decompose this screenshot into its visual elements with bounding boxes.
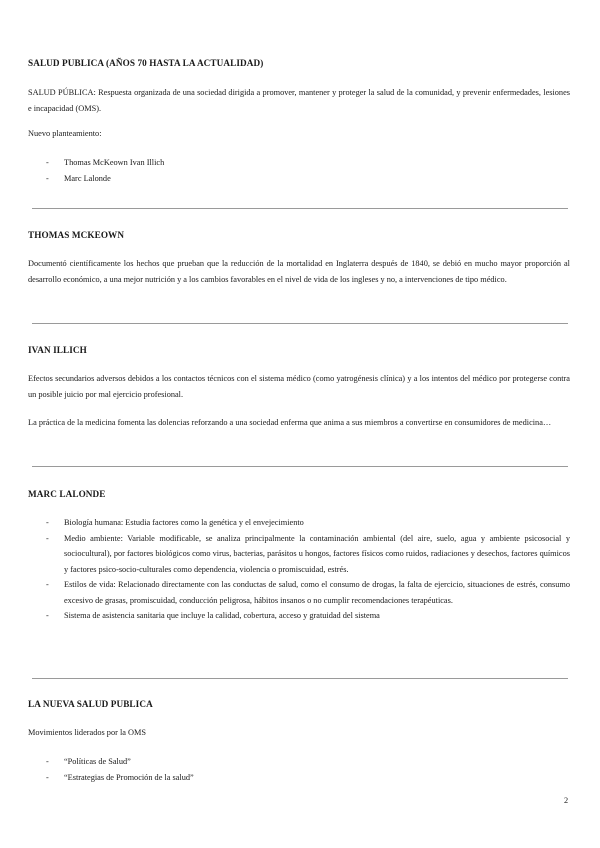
mckeown-paragraph: Documentó científicamente los hechos que prueban que la reducción de la mortalidad en Inglaterra después de 1840, se debió en mucho mayor proporción al desarrollo económico, a una mejor nutrición y a los cambios favorables en el nivel de vida de los ingleses y no, a intervenciones de tipo médico.	[28, 259, 570, 284]
illich-block-2	[28, 415, 570, 431]
definition-block	[28, 85, 570, 117]
divider	[32, 678, 568, 679]
list-item-text: Estilos de vida: Relacionado directamente con las conductas de salud, como el consumo de drogas, la falta de ejercicio, situaciones de estrés, consumo excesivo de grasas, promiscuidad, conducción peligrosa, hábitos insanos o no cumplir recomendaciones terapéuticas.	[64, 580, 570, 605]
list-item: - Biología humana: Estudia factores como la genética y el envejecimiento	[46, 518, 304, 527]
list-item-text: Marc Lalonde	[64, 173, 111, 183]
mckeown-block	[28, 256, 570, 288]
lalonde-list	[28, 515, 570, 624]
section-mckeown	[28, 230, 570, 240]
section-heading: SALUD PUBLICA (AÑOS 70 HASTA LA ACTUALIDAD)	[28, 58, 264, 68]
list-item: - Medio ambiente: Variable modificable, se analiza principalmente la contaminación ambiental (del aire, suelo, agua y ambiente psicosocial y sociocultural), por factores biológicos como virus, bacterias, parásitos u hongos, factores físicos como ruidos, radiaciones y desechos, factores químicos y factores psico-socio-culturales como dependencia, violencia o promiscuidad, estrés.	[46, 533, 570, 574]
section-illich	[28, 345, 570, 355]
list-item-text: “Políticas de Salud”	[64, 757, 131, 766]
section-salud-publica	[28, 58, 570, 68]
divider	[32, 208, 568, 209]
intro-text: Nuevo planteamiento:	[28, 129, 102, 138]
page-number: 2	[564, 796, 569, 805]
section-heading: THOMAS MCKEOWN	[28, 230, 125, 240]
intro-text: Movimientos liderados por la OMS	[28, 728, 146, 737]
list-item-text: Thomas McKeown Ivan Illich	[64, 158, 165, 167]
list-item-text: Biología humana: Estudia factores como la genética y el envejecimiento	[64, 518, 304, 527]
nueva-list	[28, 754, 570, 785]
section-heading: LA NUEVA SALUD PUBLICA	[28, 699, 153, 709]
list-item: - Sistema de asistencia sanitaria que incluye la calidad, cobertura, acceso y gratuidad del sistema	[46, 611, 380, 620]
salud-publica-list	[28, 155, 570, 186]
section-heading: MARC LALONDE	[28, 489, 106, 499]
list-item: - “Políticas de Salud”	[46, 757, 131, 766]
section-nueva-salud-publica	[28, 699, 570, 709]
intro-block	[28, 126, 570, 142]
divider	[32, 466, 568, 467]
list-item: - Thomas McKeown Ivan Illich	[46, 158, 165, 167]
section-heading: IVAN ILLICH	[28, 345, 87, 355]
illich-paragraph-2: La práctica de la medicina fomenta las dolencias reforzando a una sociedad enferma que anima a sus miembros a convertirse en consumidores de medicina…	[28, 418, 552, 427]
list-item: - “Estrategias de Promoción de la salud”	[46, 772, 194, 782]
section-lalonde	[28, 489, 570, 499]
list-item-text: “Estrategias de Promoción de la salud”	[64, 772, 194, 782]
definition-paragraph: SALUD PÚBLICA: Respuesta organizada de una sociedad dirigida a promover, mantener y proteger la salud de la comunidad, y prevenir enfermedades, lesiones e incapacidad (OMS).	[28, 88, 570, 113]
list-item-text: Sistema de asistencia sanitaria que incluye la calidad, cobertura, acceso y gratuidad del sistema	[64, 611, 380, 620]
illich-paragraph-1: Efectos secundarios adversos debidos a los contactos técnicos con el sistema médico (como yatrogénesis clínica) y a los intentos del médico por protegerse contra un posible juicio por mal ejercicio profesional.	[28, 374, 570, 399]
nueva-intro-block	[28, 725, 570, 741]
list-item: - Estilos de vida: Relacionado directamente con las conductas de salud, como el consumo de drogas, la falta de ejercicio, situaciones de estrés, consumo excesivo de grasas, promiscuidad, conducción peligrosa, hábitos insanos o no cumplir recomendaciones terapéuticas.	[46, 580, 570, 605]
divider	[32, 323, 568, 324]
list-item-text: Medio ambiente: Variable modificable, se analiza principalmente la contaminación ambiental (del aire, suelo, agua y ambiente psicosocial y sociocultural), por factores biológicos como virus, bacterias, parásitos u hongos, factores físicos como ruidos, radiaciones y desechos, factores químicos y factores psico-socio-culturales como dependencia, violencia o promiscuidad, estrés.	[64, 533, 570, 574]
illich-block-1	[28, 371, 570, 403]
list-item: - Marc Lalonde	[46, 173, 111, 183]
